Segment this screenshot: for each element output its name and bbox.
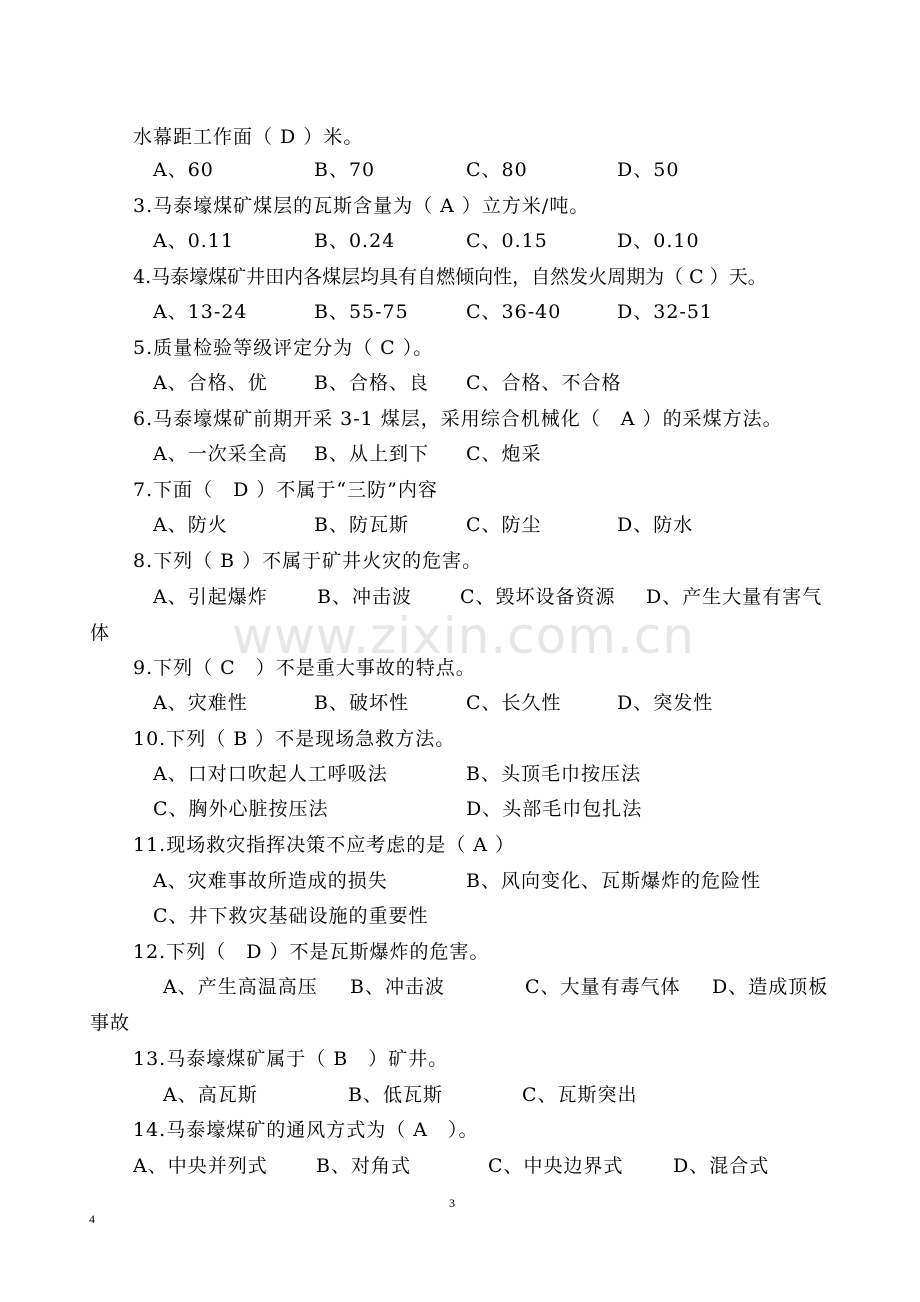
- question-7: 7.下面（ D ）不属于“三防”内容: [133, 479, 438, 501]
- option-b: B、冲击波: [350, 976, 445, 998]
- page-number-corner: 4: [89, 1212, 95, 1226]
- option-a: A、防火: [153, 514, 228, 536]
- question-12: 12.下列（ D ）不是瓦斯爆炸的危害。: [133, 941, 490, 963]
- option-c: C、防尘: [466, 514, 542, 536]
- option-c: C、炮采: [466, 443, 542, 465]
- option-c: C、长久性: [466, 692, 562, 714]
- question-4: 4.马泰壕煤矿井田内各煤层均具有自燃倾向性，自然发火周期为（ C ）天。: [133, 266, 767, 288]
- option-a: A、口对口吹起人工呼吸法: [153, 763, 388, 785]
- question-8: 8.下列（ B ）不属于矿井火灾的危害。: [133, 550, 483, 572]
- option-d: D、混合式: [673, 1155, 770, 1177]
- option-d: D、造成顶板: [712, 976, 829, 998]
- options-row: [0, 763, 920, 785]
- option-b: B、55-75: [314, 301, 409, 323]
- option-a: A、一次采全高: [153, 443, 288, 465]
- option-a: A、合格、优: [153, 372, 268, 394]
- option-b: B、合格、良: [314, 372, 429, 394]
- options-row: [0, 692, 920, 714]
- question-5: 5.质量检验等级评定分为（ C ）。: [133, 337, 434, 359]
- option-c: C、中央边界式: [488, 1155, 624, 1177]
- options-row: [0, 976, 920, 998]
- option-d: D、32-51: [617, 301, 714, 323]
- option-b: B、防瓦斯: [314, 514, 409, 536]
- option-a: A、产生高温高压: [163, 976, 318, 998]
- option-c: C、大量有毒气体: [525, 976, 681, 998]
- option-a: A、60: [153, 159, 214, 181]
- option-b: B、70: [314, 159, 376, 181]
- text-line-continuation: 水幕距工作面（ D ）米。: [133, 126, 364, 148]
- option-b: B、从上到下: [314, 443, 429, 465]
- option-a: A、中央并列式: [133, 1155, 268, 1177]
- text-line-continuation: 体: [90, 622, 111, 644]
- option-a: A、0.11: [153, 230, 235, 252]
- option-a: A、高瓦斯: [163, 1084, 258, 1106]
- option-b: B、风向变化、瓦斯爆炸的危险性: [466, 870, 761, 892]
- option-d: D、防水: [617, 514, 694, 536]
- options-row: [0, 301, 920, 323]
- options-row: [0, 443, 920, 465]
- question-3: 3.马泰壕煤矿煤层的瓦斯含量为（ A ）立方米/吨。: [133, 195, 590, 217]
- watermark: www.zixin.com.cn: [232, 607, 696, 665]
- options-row: [0, 905, 920, 927]
- question-9: 9.下列（ C ）不是重大事故的特点。: [133, 657, 476, 679]
- option-c: C、36-40: [466, 301, 562, 323]
- options-row: [0, 372, 920, 394]
- question-10: 10.下列（ B ）不是现场急救方法。: [133, 728, 456, 750]
- option-d: D、突发性: [617, 692, 714, 714]
- option-b: B、0.24: [314, 230, 396, 252]
- option-d: D、0.10: [617, 230, 700, 252]
- options-row: [0, 586, 920, 608]
- options-row: [0, 1084, 920, 1106]
- question-6: 6.马泰壕煤矿前期开采 3-1 煤层，采用综合机械化（ A ）的采煤方法。: [133, 408, 783, 430]
- option-d: D、头部毛巾包扎法: [466, 798, 643, 820]
- option-a: A、引起爆炸: [153, 586, 268, 608]
- options-row: [0, 870, 920, 892]
- option-b: B、对角式: [316, 1155, 411, 1177]
- question-13: 13.马泰壕煤矿属于（ B ）矿井。: [133, 1048, 449, 1070]
- option-a: A、灾难事故所造成的损失: [153, 870, 388, 892]
- options-row: [0, 159, 920, 181]
- text-line-continuation: 事故: [90, 1012, 131, 1034]
- option-c: C、瓦斯突出: [522, 1084, 638, 1106]
- page-number: 3: [449, 1196, 455, 1210]
- option-b: B、头顶毛巾按压法: [466, 763, 641, 785]
- option-c: C、胸外心脏按压法: [153, 798, 329, 820]
- question-11: 11.现场救灾指挥决策不应考虑的是（ A ）: [133, 834, 516, 856]
- option-d: D、50: [617, 159, 680, 181]
- option-a: A、13-24: [153, 301, 248, 323]
- options-row: [0, 230, 920, 252]
- option-c: C、合格、不合格: [466, 372, 622, 394]
- options-row: [0, 1155, 920, 1177]
- option-c: C、80: [466, 159, 528, 181]
- option-b: B、破坏性: [314, 692, 409, 714]
- option-a: A、灾难性: [153, 692, 248, 714]
- option-b: B、冲击波: [317, 586, 412, 608]
- option-c: C、0.15: [466, 230, 548, 252]
- options-row: [0, 514, 920, 536]
- options-row: [0, 798, 920, 820]
- question-14: 14.马泰壕煤矿的通风方式为（ A ）。: [133, 1119, 479, 1141]
- option-c: C、毁坏设备资源: [460, 586, 616, 608]
- option-d: D、产生大量有害气: [646, 586, 823, 608]
- option-c: C、井下救灾基础设施的重要性: [153, 905, 429, 927]
- option-b: B、低瓦斯: [348, 1084, 443, 1106]
